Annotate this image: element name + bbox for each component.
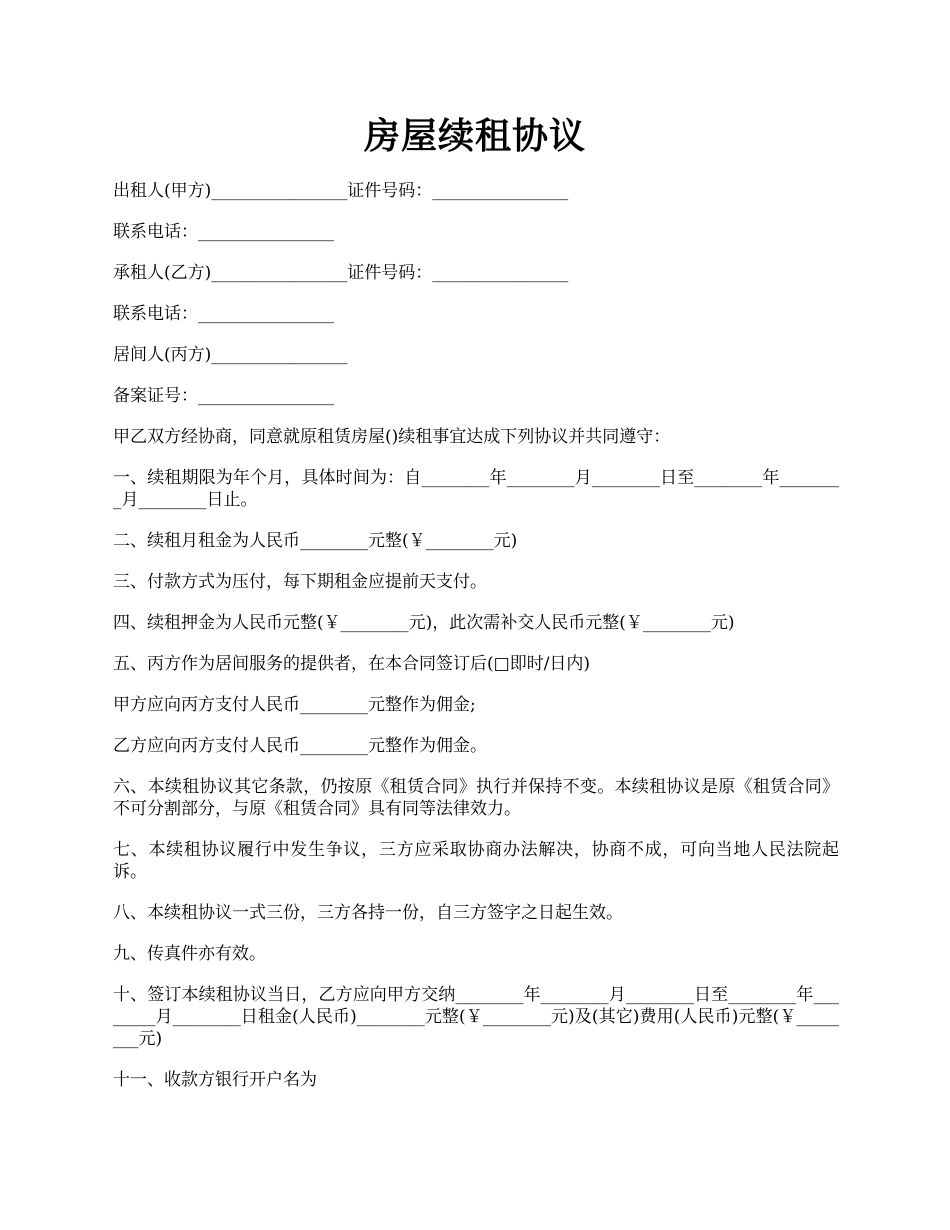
party-b-line: 承租人(乙方)________________证件号码：________________ xyxy=(113,263,569,283)
party-a-phone-line: 联系电话：________________ xyxy=(113,222,334,242)
party-a-line: 出租人(甲方)________________证件号码：________________ xyxy=(113,181,569,201)
clause-3-payment-method: 三、付款方式为压付，每下期租金应提前天支付。 xyxy=(113,572,487,592)
clause-8-copies: 八、本续租协议一式三份，三方各持一份，自三方签字之日起生效。 xyxy=(113,903,623,923)
clause-10-payment-on-signing: 十、签订本续租协议当日，乙方应向甲方交纳________年________月________日至________年________月________日租金(人民币)________元整(￥________元)及(其它)费用(人民币)元整(￥________元) xyxy=(113,985,839,1049)
party-c-line: 居间人(丙方)________________ xyxy=(113,345,348,365)
clause-4-deposit: 四、续租押金为人民币元整(￥________元)，此次需补交人民币元整(￥________元) xyxy=(113,613,735,633)
clause-2-monthly-rent: 二、续租月租金为人民币________元整(￥________元) xyxy=(113,531,518,551)
document-body xyxy=(113,180,839,1110)
clause-6-other-terms: 六、本续租协议其它条款，仍按原《租赁合同》执行并保持不变。本续租协议是原《租赁合同》不可分割部分，与原《租赁合同》具有同等法律效力。 xyxy=(113,777,839,819)
record-number-line: 备案证号：________________ xyxy=(113,386,334,406)
clause-1-lease-term: 一、续租期限为年个月，具体时间为：自________年________月________日至________年________月________日止。 xyxy=(113,468,839,510)
document-title: 房屋续租协议 xyxy=(363,115,586,157)
commission-party-b: 乙方应向丙方支付人民币________元整作为佣金。 xyxy=(113,736,487,756)
preamble-paragraph: 甲乙双方经协商，同意就原租赁房屋()续租事宜达成下列协议并共同遵守： xyxy=(113,427,671,447)
clause-7-disputes: 七、本续租协议履行中发生争议，三方应采取协商办法解决，协商不成，可向当地人民法院起诉。 xyxy=(113,840,839,882)
clause-5-broker-service: 五、丙方作为居间服务的提供者，在本合同签订后(□即时/日内) xyxy=(113,654,591,674)
clause-9-fax-validity: 九、传真件亦有效。 xyxy=(113,944,266,964)
commission-party-a: 甲方应向丙方支付人民币________元整作为佣金; xyxy=(113,695,476,715)
clause-11-bank-account: 十一、收款方银行开户名为 xyxy=(113,1070,317,1090)
party-b-phone-line: 联系电话：________________ xyxy=(113,304,334,324)
